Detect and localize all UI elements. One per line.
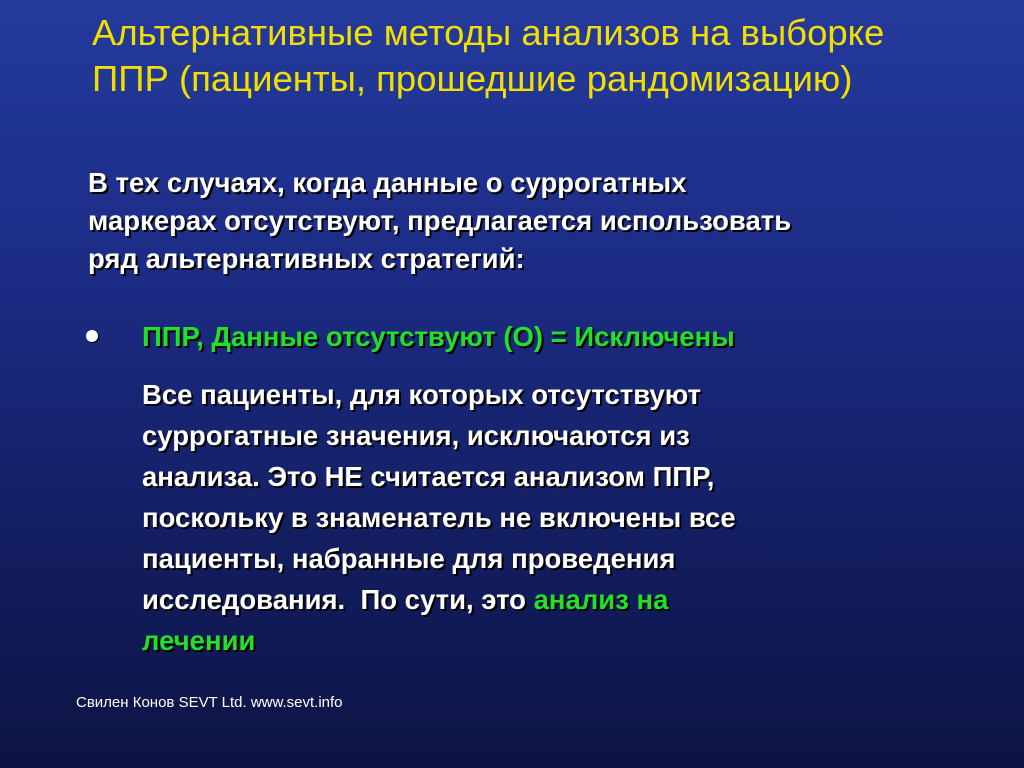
footer-credit: Свилен Конов SEVT Ltd. www.sevt.info xyxy=(76,694,343,711)
slide-title-line-2: ППР (пациенты, прошедшие рандомизацию) xyxy=(92,58,853,99)
intro-paragraph xyxy=(88,164,988,278)
body-line-2: суррогатные значения, исключаются из xyxy=(142,420,690,451)
body-line-5: пациенты, набранные для проведения xyxy=(142,543,676,574)
bullet-dot-icon xyxy=(86,330,98,342)
body-line-1: Все пациенты, для которых отсутствуют xyxy=(142,379,701,410)
intro-line-3: ряд альтернативных стратегий: xyxy=(88,243,525,274)
body-line-6-text: исследования. По сути, это xyxy=(142,584,534,615)
slide-title-line-1: Альтернативные методы анализов на выборке xyxy=(92,12,885,53)
body-line-6 xyxy=(142,579,1002,620)
body-line-3: анализа. Это НЕ считается анализом ППР, xyxy=(142,461,715,492)
highlight-last-line: лечении xyxy=(142,625,256,656)
intro-line-1: В тех случаях, когда данные о суррогатных xyxy=(88,167,687,198)
intro-line-2: маркерах отсутствуют, предлагается использовать xyxy=(88,205,792,236)
slide-title xyxy=(92,10,992,102)
bullet-body-paragraph xyxy=(142,374,1002,661)
bullet-heading: ППР, Данные отсутствуют (О) = Исключены xyxy=(142,321,735,352)
highlight-inline: анализ на xyxy=(533,584,669,615)
body-line-4: поскольку в знаменатель не включены все xyxy=(142,502,736,533)
